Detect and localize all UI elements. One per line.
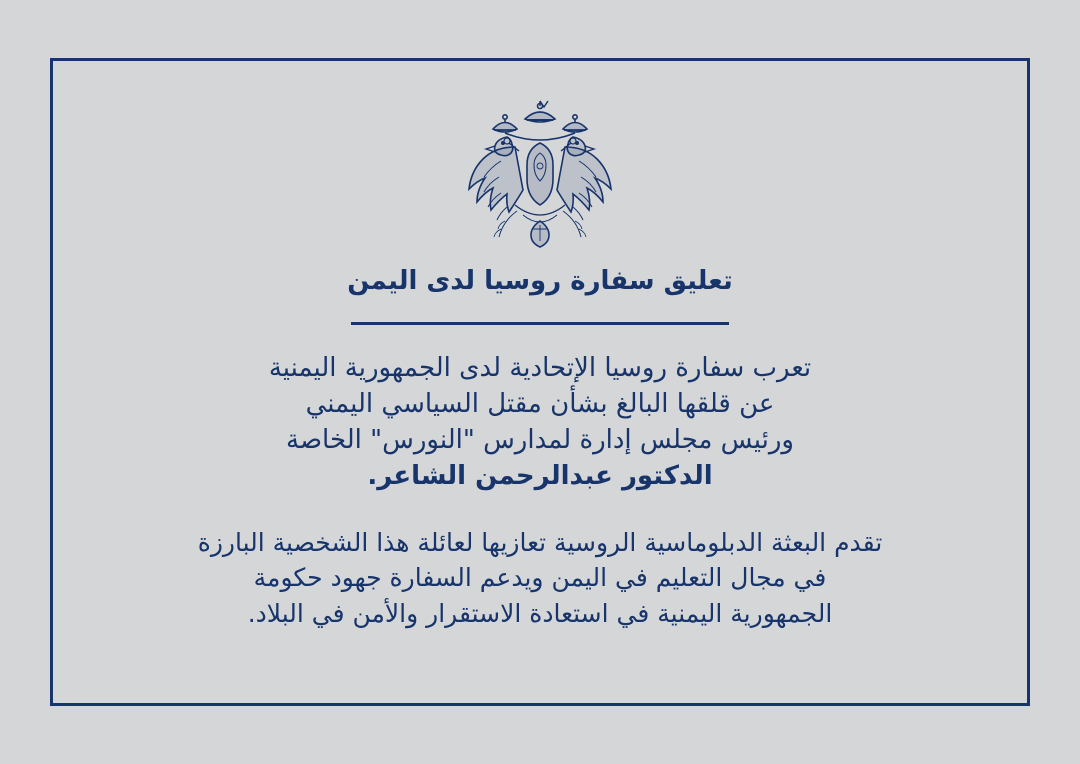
statement-line: تعرب سفارة روسيا الإتحادية لدى الجمهورية اليمنية [268,353,812,383]
page-title: تعليق سفارة روسيا لدى اليمن [347,266,733,296]
statement-paragraph-1 [269,351,811,495]
statement-line: في مجال التعليم في اليمن ويدعم السفارة جهود حكومة [253,563,827,592]
statement-card [50,58,1030,706]
statement-line: الجمهورية اليمنية في استعادة الاستقرار والأمن في البلاد. [247,598,833,628]
statement-line: تقدم البعثة الدبلوماسية الروسية تعازيها لعائلة هذا الشخصية البارزة [197,527,883,557]
statement-paragraph-2 [198,525,883,632]
statement-line: عن قلقها البالغ بشأن مقتل السياسي اليمني [305,388,775,419]
divider [351,322,729,325]
statement-line-name: الدكتور عبدالرحمن الشاعر. [367,460,713,491]
statement-line: ورئيس مجلس إدارة لمدارس "النورس" الخاصة [286,424,794,455]
russian-double-headed-eagle-coat-of-arms-icon [445,93,635,258]
